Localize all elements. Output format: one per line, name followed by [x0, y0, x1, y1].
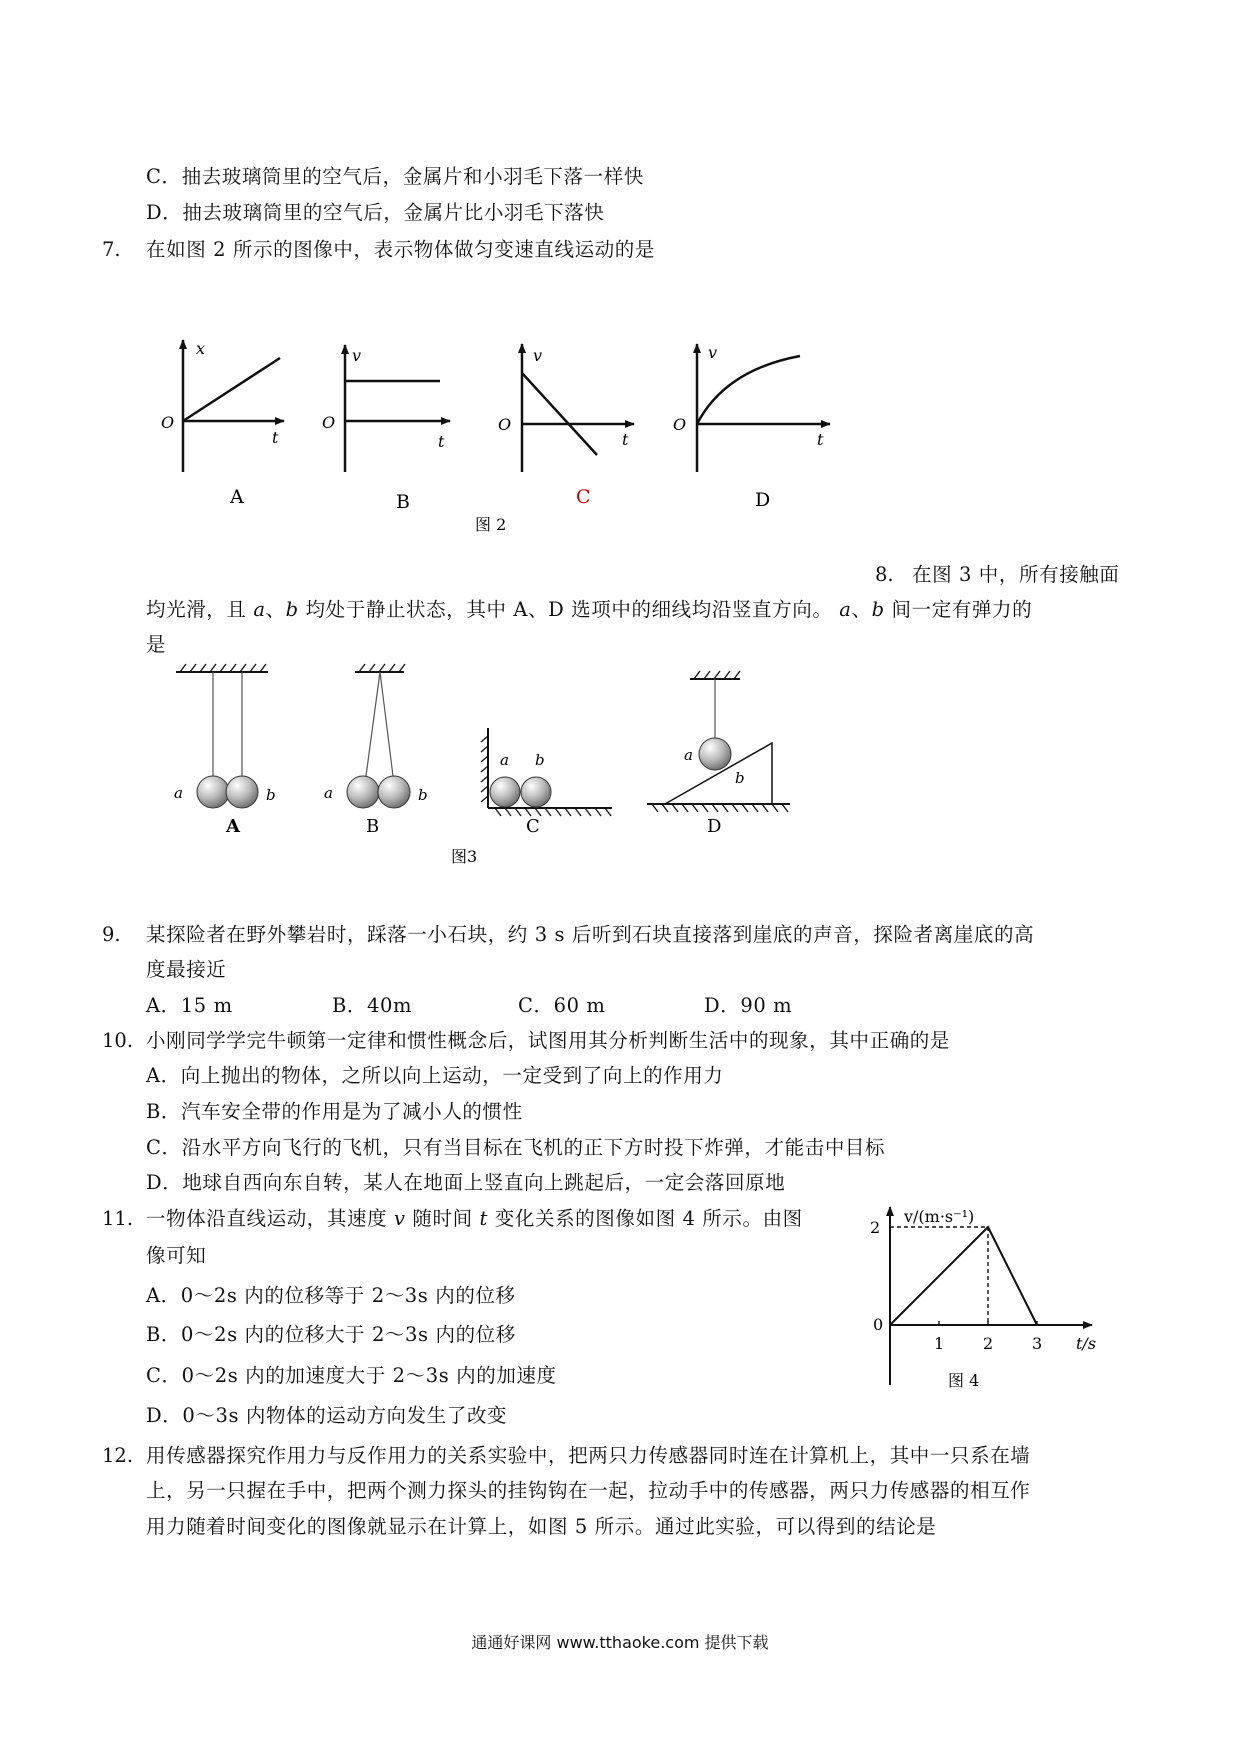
q10-option-b: B．汽车安全带的作用是为了减小人的惯性	[146, 1100, 523, 1123]
graph-a-yaxis: x	[196, 339, 206, 358]
q10-number: 10.	[102, 1029, 134, 1052]
fig3-d-var-b: b	[735, 769, 745, 787]
q6-option-c: C．抽去玻璃筒里的空气后，金属片和小羽毛下落一样快	[146, 165, 644, 188]
fig3-d-var-a: a	[684, 746, 693, 764]
fig4-caption: 图 4	[948, 1371, 980, 1390]
fig3-c-var-a: a	[500, 751, 509, 769]
fig4-series-line	[890, 1227, 1037, 1325]
fig3-a-label: A	[226, 816, 240, 837]
fig4-xtick-label: 1	[934, 1334, 945, 1353]
q9-option-d: D．90 m	[704, 994, 793, 1017]
graph-d-origin: O	[673, 415, 687, 434]
graph-c-yaxis: v	[533, 346, 543, 365]
fig3-b-label: B	[366, 816, 380, 837]
q10-stem: 小刚同学学完牛顿第一定律和惯性概念后，试图用其分析判断生活中的现象，其中正确的是	[146, 1029, 951, 1052]
graph-b-origin: O	[322, 413, 336, 432]
fig4-ytick-label: 2	[870, 1218, 881, 1237]
graph-b-label: B	[396, 491, 410, 513]
q11-line1: 一物体沿直线运动，其速度 v 随时间 t 变化关系的图像如图 4 所示。由图	[146, 1207, 803, 1230]
q9-option-b: B．40m	[332, 994, 413, 1017]
q11-option-a: A．0～2s 内的位移等于 2～3s 内的位移	[146, 1284, 516, 1307]
graph-c-origin: O	[498, 415, 512, 434]
fig4-ylabel: v/(m·s⁻¹)	[904, 1207, 975, 1226]
page-footer: 通通好课网 www.tthaoke.com 提供下载	[471, 1633, 769, 1652]
graph-d-taxis: t	[817, 430, 824, 449]
fig4-xtick-label: 2	[983, 1334, 994, 1353]
graph-a-label: A	[230, 486, 244, 508]
q10-option-c: C．沿水平方向飞行的飞机，只有当目标在飞机的正下方时投下炸弹，才能击中目标	[146, 1136, 886, 1159]
q11-option-c: C．0～2s 内的加速度大于 2～3s 内的加速度	[146, 1364, 557, 1387]
graph-a-taxis: t	[272, 428, 279, 447]
graph-c-label: C	[576, 486, 591, 508]
graph-d-label: D	[755, 489, 771, 511]
q7-stem: 在如图 2 所示的图像中，表示物体做匀变速直线运动的是	[146, 238, 656, 261]
q11-line2: 像可知	[146, 1244, 207, 1267]
figure-3-caption: 图3	[451, 847, 478, 866]
q10-option-d: D．地球自西向东自转，某人在地面上竖直向上跳起后，一定会落回原地	[146, 1171, 786, 1194]
q11-number: 11.	[102, 1207, 134, 1230]
q8-line1: 在图 3 中，所有接触面	[912, 563, 1120, 586]
q9-line1: 某探险者在野外攀岩时，踩落一小石块，约 3 s 后听到石块直接落到崖底的声音，探险者离崖底的高	[146, 923, 1035, 946]
q12-line3: 用力随着时间变化的图像就显示在计算上，如图 5 所示。通过此实验，可以得到的结论是	[146, 1515, 937, 1538]
figure-2-caption: 图 2	[475, 515, 507, 534]
q9-line2: 度最接近	[146, 958, 227, 981]
q9-option-a: A．15 m	[146, 994, 233, 1017]
fig3-b-var-a: a	[324, 784, 333, 802]
q9-option-c: C．60 m	[518, 994, 606, 1017]
q12-line1: 用传感器探究作用力与反作用力的关系实验中，把两只力传感器同时连在计算机上，其中一只系在墙	[146, 1444, 1031, 1467]
fig3-a-var-a: a	[174, 784, 183, 802]
q8-line3: 是	[146, 633, 167, 656]
graph-b-yaxis: v	[352, 346, 362, 365]
q7-number: 7.	[102, 238, 121, 261]
q10-option-a: A．向上抛出的物体，之所以向上运动，一定受到了向上的作用力	[146, 1064, 724, 1087]
fig3-d-label: D	[707, 816, 722, 837]
graph-c-taxis: t	[622, 430, 629, 449]
fig3-a-var-b: b	[266, 786, 276, 804]
fig4-xlabel: t/s	[1076, 1334, 1097, 1353]
q6-option-d: D．抽去玻璃筒里的空气后，金属片比小羽毛下落快	[146, 201, 605, 224]
q8-number: 8.	[875, 563, 894, 586]
fig3-b-var-b: b	[418, 786, 428, 804]
q8-line2: 均光滑，且 a、b 均处于静止状态，其中 A、D 选项中的细线均沿竖直方向。 a、b 间一定有弹力的	[146, 598, 1033, 621]
q12-number: 12.	[102, 1444, 134, 1467]
graph-b-taxis: t	[438, 432, 445, 451]
q12-line2: 上，另一只握在手中，把两个测力探头的挂钩钩在一起，拉动手中的传感器，两只力传感器的相互作	[146, 1479, 1031, 1502]
fig3-c-label: C	[526, 816, 540, 837]
fig4-xtick-label: 3	[1032, 1334, 1043, 1353]
fig4-origin: 0	[873, 1315, 884, 1334]
graph-d-yaxis: v	[708, 343, 718, 362]
q9-number: 9.	[102, 923, 121, 946]
graph-a-origin: O	[161, 413, 175, 432]
q11-option-d: D．0～3s 内物体的运动方向发生了改变	[146, 1404, 508, 1427]
q11-option-b: B．0～2s 内的位移大于 2～3s 内的位移	[146, 1323, 516, 1346]
fig3-c-var-b: b	[535, 751, 545, 769]
